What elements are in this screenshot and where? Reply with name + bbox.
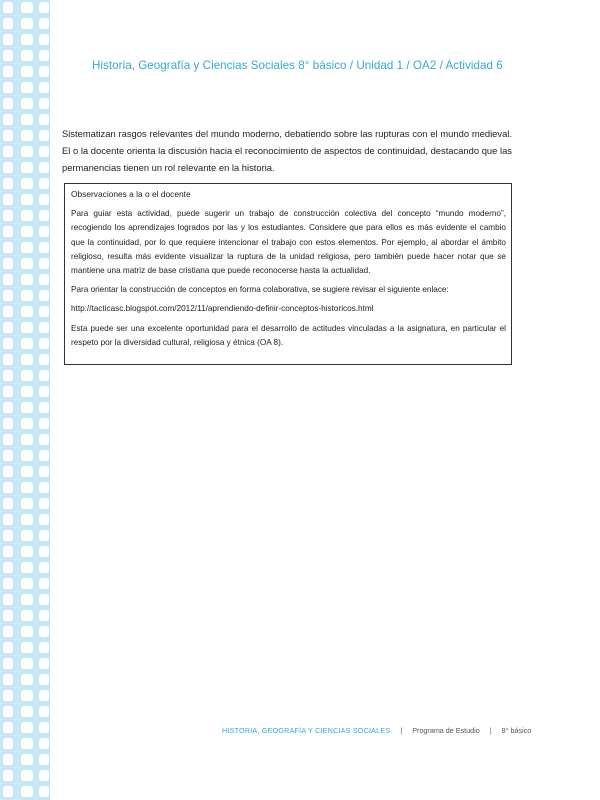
perforation-hole (3, 98, 13, 109)
perforation-hole (39, 530, 49, 541)
perforation-hole (39, 514, 49, 525)
perforation-hole (3, 690, 13, 701)
perforation-hole (39, 578, 49, 589)
page-footer (222, 726, 552, 735)
perforation-hole (21, 610, 33, 621)
teacher-notes-box (64, 183, 512, 365)
perforation-hole (3, 50, 13, 61)
perforation-hole (21, 498, 33, 509)
perforation-hole (21, 514, 33, 525)
perforation-hole (3, 706, 13, 717)
perforation-hole (39, 242, 49, 253)
perforation-hole (3, 402, 13, 413)
perforation-hole (3, 642, 13, 653)
perforation-hole (3, 2, 13, 13)
perforation-hole (21, 114, 33, 125)
perforation-hole (21, 66, 33, 77)
perforation-hole (39, 594, 49, 605)
perforation-hole (3, 34, 13, 45)
footer-separator: | (400, 726, 403, 735)
perforation-hole (3, 578, 13, 589)
perforation-hole (21, 738, 33, 749)
perforation-hole (39, 402, 49, 413)
resource-link[interactable]: http://tacticasc.blogspot.com/2012/11/aprendiendo-definir-conceptos-historicos.html (71, 304, 374, 314)
perforation-hole (3, 738, 13, 749)
perforation-hole (39, 466, 49, 477)
perforation-hole (3, 658, 13, 669)
perforation-hole (21, 754, 33, 765)
perforation-hole (21, 210, 33, 221)
perforation-hole (3, 146, 13, 157)
perforation-hole (3, 610, 13, 621)
perforation-hole (21, 274, 33, 285)
perforation-hole (39, 418, 49, 429)
perforation-hole (39, 386, 49, 397)
perforation-hole (3, 210, 13, 221)
perforation-hole (21, 130, 33, 141)
perforation-hole (3, 130, 13, 141)
perforation-hole (21, 146, 33, 157)
perforation-hole (39, 354, 49, 365)
footer-separator: | (489, 726, 492, 735)
perforation-hole (3, 434, 13, 445)
footer-grade: 8° básico (501, 726, 532, 735)
perforation-hole (39, 98, 49, 109)
perforation-hole (39, 642, 49, 653)
perforation-hole (3, 418, 13, 429)
perforation-hole (21, 242, 33, 253)
perforation-hole (3, 754, 13, 765)
perforation-hole (21, 162, 33, 173)
perforation-hole (39, 498, 49, 509)
perforation-hole (3, 178, 13, 189)
perforation-hole (39, 82, 49, 93)
perforation-hole (3, 274, 13, 285)
perforation-hole (21, 562, 33, 573)
perforation-hole (39, 626, 49, 637)
perforation-hole (3, 626, 13, 637)
perforation-hole (39, 274, 49, 285)
perforation-hole (3, 722, 13, 733)
perforation-hole (39, 434, 49, 445)
perforation-hole (21, 434, 33, 445)
perforation-hole (39, 178, 49, 189)
perforation-hole (21, 722, 33, 733)
perforation-hole (3, 82, 13, 93)
perforation-hole (21, 402, 33, 413)
perforation-hole (39, 690, 49, 701)
perforation-hole (21, 178, 33, 189)
perforation-hole (3, 514, 13, 525)
perforation-hole (21, 34, 33, 45)
perforation-hole (21, 2, 33, 13)
activity-description: Sistematizan rasgos relevantes del mundo moderno, debatiendo sobre las rupturas con el mundo medieval. El o la docente orienta la discusión hacia el reconocimiento de aspectos de continuidad, destacando que las permanencias tienen un rol relevante en la historia. (62, 128, 512, 173)
page-title: Historia, Geografía y Ciencias Sociales 8° básico / Unidad 1 / OA2 / Actividad 6 (92, 59, 503, 72)
perforation-hole (3, 18, 13, 29)
perforation-hole (3, 450, 13, 461)
perforation-hole (3, 546, 13, 557)
perforation-hole (39, 610, 49, 621)
perforation-hole (39, 210, 49, 221)
teacher-notes-paragraph: Para orientar la construcción de conceptos en forma colaborativa, se sugiere revisar el siguiente enlace: (71, 285, 449, 295)
perforation-hole (21, 530, 33, 541)
perforation-hole (39, 258, 49, 269)
perforation-hole (21, 290, 33, 301)
perforation-hole (21, 706, 33, 717)
perforation-hole (21, 322, 33, 333)
perforation-hole (21, 18, 33, 29)
perforation-hole (39, 754, 49, 765)
perforation-hole (21, 82, 33, 93)
perforation-hole (3, 530, 13, 541)
perforation-hole (3, 194, 13, 205)
perforation-hole (3, 258, 13, 269)
perforation-hole (21, 98, 33, 109)
perforation-hole (21, 642, 33, 653)
perforation-hole (39, 2, 49, 13)
perforation-hole (39, 66, 49, 77)
perforation-hole (39, 18, 49, 29)
perforation-hole (39, 722, 49, 733)
teacher-notes-paragraph: Esta puede ser una excelente oportunidad para el desarrollo de actitudes vinculadas a la asignatura, en particular el respeto por la diversidad cultural, religiosa y étnica (OA 8). (71, 323, 506, 347)
decorative-side-strip (0, 0, 50, 800)
perforation-hole (3, 466, 13, 477)
perforation-hole (21, 466, 33, 477)
perforation-hole (3, 594, 13, 605)
perforation-hole (3, 482, 13, 493)
perforation-hole (39, 114, 49, 125)
perforation-hole (39, 658, 49, 669)
perforation-hole (3, 370, 13, 381)
footer-subject: HISTORIA, GEOGRAFÍA Y CIENCIAS SOCIALES (222, 726, 391, 735)
perforation-hole (39, 674, 49, 685)
perforation-hole (21, 50, 33, 61)
perforation-hole (3, 562, 13, 573)
perforation-hole (21, 786, 33, 797)
perforation-hole (39, 770, 49, 781)
perforation-hole (39, 562, 49, 573)
perforation-hole (3, 242, 13, 253)
perforation-hole (39, 306, 49, 317)
perforation-hole (21, 194, 33, 205)
perforation-hole (21, 594, 33, 605)
perforation-hole (3, 290, 13, 301)
perforation-hole (21, 418, 33, 429)
perforation-hole (3, 770, 13, 781)
perforation-hole (21, 658, 33, 669)
perforation-hole (21, 354, 33, 365)
perforation-hole (39, 146, 49, 157)
perforation-hole (3, 322, 13, 333)
perforation-hole (3, 674, 13, 685)
perforation-hole (39, 482, 49, 493)
perforation-hole (3, 66, 13, 77)
perforation-hole (3, 354, 13, 365)
perforation-hole (3, 226, 13, 237)
perforation-hole (21, 482, 33, 493)
perforation-hole (21, 338, 33, 349)
perforation-hole (3, 114, 13, 125)
perforation-hole (39, 194, 49, 205)
perforation-hole (39, 450, 49, 461)
perforation-hole (3, 386, 13, 397)
perforation-hole (39, 322, 49, 333)
perforation-hole (21, 450, 33, 461)
perforation-hole (39, 338, 49, 349)
perforation-hole (21, 258, 33, 269)
perforation-hole (39, 370, 49, 381)
perforation-hole (39, 738, 49, 749)
perforation-hole (21, 690, 33, 701)
perforation-hole (3, 338, 13, 349)
perforation-hole (21, 306, 33, 317)
perforation-hole (3, 786, 13, 797)
perforation-hole (21, 546, 33, 557)
perforation-hole (39, 290, 49, 301)
teacher-notes-paragraph: Para guiar esta actividad, puede sugerir un trabajo de construcción colectiva del concepto “mundo moderno”, recogiendo los aprendizajes logrados por las y los estudiantes. Considere que para ellos es más evidente el cambio que la continuidad, por lo que requiere intencionar el trabajo con estos elementos. Por ejemplo, al abordar el ámbito religioso, resulta más evidente visualizar la ruptura de la unidad religiosa, pero también puede hacer notar que se mantiene una matriz de base cristiana que puede reconocerse hasta la actualidad. (71, 209, 506, 276)
footer-program: Programa de Estudio (412, 726, 480, 735)
perforation-hole (3, 498, 13, 509)
perforation-hole (39, 130, 49, 141)
perforation-hole (21, 226, 33, 237)
perforation-hole (21, 770, 33, 781)
perforation-hole (39, 50, 49, 61)
perforation-hole (21, 370, 33, 381)
perforation-hole (21, 674, 33, 685)
perforation-pattern (0, 0, 50, 800)
perforation-hole (21, 626, 33, 637)
perforation-hole (21, 386, 33, 397)
perforation-hole (3, 162, 13, 173)
perforation-hole (39, 546, 49, 557)
perforation-hole (39, 162, 49, 173)
perforation-hole (3, 306, 13, 317)
perforation-hole (39, 706, 49, 717)
perforation-hole (39, 34, 49, 45)
perforation-hole (21, 578, 33, 589)
perforation-hole (39, 786, 49, 797)
perforation-hole (39, 226, 49, 237)
teacher-notes-title: Observaciones a la o el docente (71, 189, 191, 199)
